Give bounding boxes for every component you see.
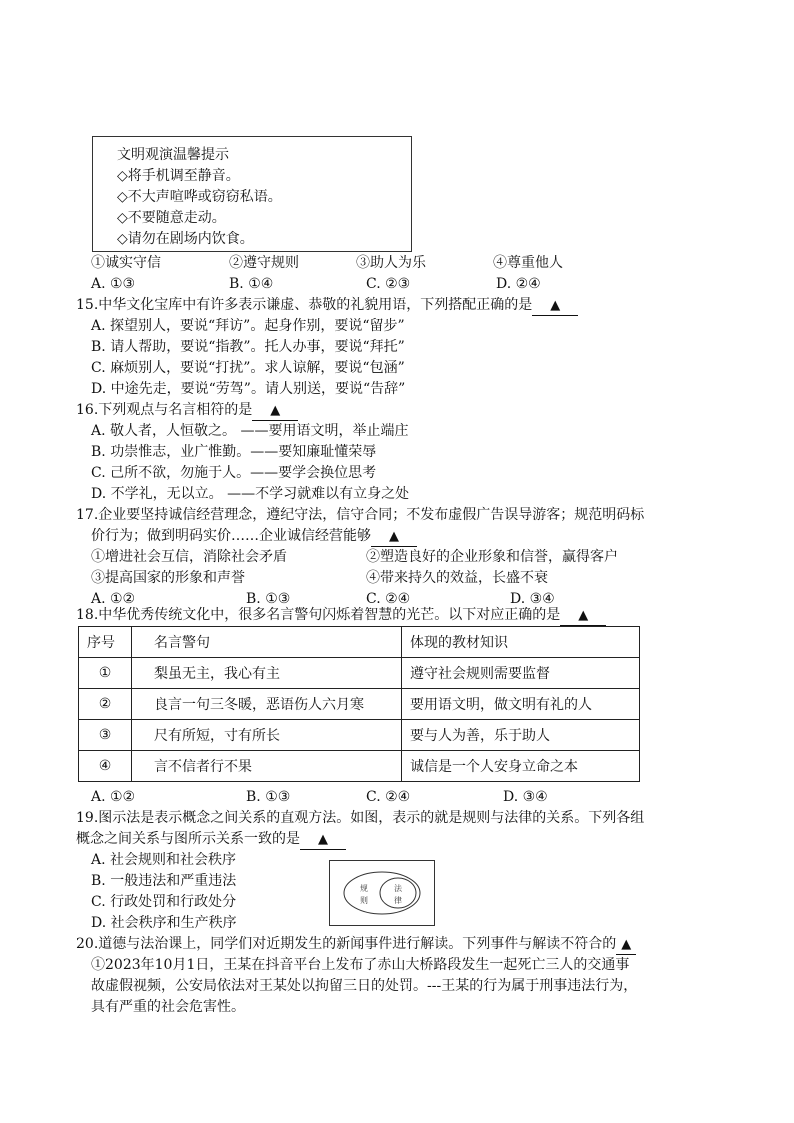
notice-item: ◇将手机调至静音。	[117, 168, 240, 184]
q15-option-d[interactable]: D. 中途先走，要说“劳驾”。请人别送，要说“告辞”	[91, 381, 406, 397]
table-cell-text: 梨虽无主，我心有主	[154, 666, 280, 682]
q17-statement: ①增进社会互信，消除社会矛盾	[91, 549, 287, 565]
triangle-icon: ▲	[270, 403, 281, 418]
q20-line: 故虚假视频，公安局依法对王某处以拘留三日的处罚。---王某的行为属于刑事违法行为，	[91, 978, 638, 994]
q17-option-b[interactable]: B. ①③	[246, 591, 291, 607]
q17-option-a[interactable]: A. ①②	[91, 591, 136, 607]
q18-table	[78, 626, 640, 782]
q16-option-a[interactable]: A. 敬人者，人恒敬之。 ——要用语文明，举止端庄	[91, 423, 409, 439]
table-cell: ③	[79, 720, 132, 751]
table-cell: ②	[79, 689, 132, 720]
table-header-text: 名言警句	[154, 635, 210, 651]
q14-statement: ④尊重他人	[493, 255, 563, 271]
answer-blank[interactable]	[371, 527, 417, 547]
q18-option-a[interactable]: A. ①②	[91, 789, 136, 805]
table-cell-text: 尺有所短，寸有所长	[154, 728, 280, 744]
q20-stem-text: 20.道德与法治课上，同学们对近期发生的新闻事件进行解读。下列事件与解读不符合的	[76, 936, 617, 952]
table-cell: ④	[79, 751, 132, 782]
q14-statement: ①诚实守信	[91, 255, 161, 271]
q17-option-c[interactable]: C. ②④	[366, 591, 411, 607]
venn-diagram	[329, 860, 435, 926]
notice-title: 文明观演温馨提示	[117, 147, 229, 163]
q15-stem-text: 15.中华文化宝库中有许多表示谦虚、恭敬的礼貌用语，下列搭配正确的是	[76, 297, 533, 313]
q18-stem	[76, 605, 606, 626]
q16-option-b[interactable]: B. 功崇惟志，业广惟勤。——要知廉耻懂荣辱	[91, 444, 377, 460]
q17-stem-line1: 17.企业要坚持诚信经营理念，遵纪守法，信守合同；不发布虚假广告误导游客；规范明码标	[76, 507, 645, 523]
q17-statement: ②塑造良好的企业形象和信誉，赢得客户	[366, 549, 618, 565]
q18-option-c[interactable]: C. ②④	[366, 789, 411, 805]
answer-blank[interactable]	[560, 606, 606, 626]
q19-option-d[interactable]: D. 社会秩序和生产秩序	[91, 915, 237, 931]
notice-box	[92, 136, 412, 252]
outer-ellipse	[344, 872, 420, 914]
triangle-icon: ▲	[550, 298, 561, 313]
answer-blank[interactable]	[616, 935, 636, 955]
triangle-icon: ▲	[621, 937, 632, 952]
q14-option-a[interactable]: A. ①③	[91, 276, 136, 292]
table-cell	[132, 658, 402, 689]
q20-line: 具有严重的社会危害性。	[91, 999, 245, 1015]
q15-option-b[interactable]: B. 请人帮助，要说“指教”。托人办事，要说“拜托”	[91, 339, 405, 355]
q17-statement: ③提高国家的形象和声誉	[91, 570, 245, 586]
table-header-cell	[132, 627, 402, 658]
table-row	[79, 658, 640, 689]
q18-option-d[interactable]: D. ③④	[503, 789, 548, 805]
table-cell-text: 良言一句三冬暖，恶语伤人六月寒	[154, 697, 364, 713]
outer-label: 则	[360, 896, 368, 905]
table-cell: 遵守社会规则需要监督	[402, 658, 640, 689]
q19-option-b[interactable]: B. 一般违法和严重违法	[91, 873, 237, 889]
notice-item: ◇不大声喧哗或窃窃私语。	[117, 189, 282, 205]
table-row	[79, 689, 640, 720]
q17-statement: ④带来持久的效益，长盛不衰	[366, 570, 548, 586]
notice-item: ◇请勿在剧场内饮食。	[117, 231, 254, 247]
q14-option-d[interactable]: D. ②④	[496, 276, 541, 292]
inner-label: 律	[394, 896, 402, 905]
triangle-icon: ▲	[389, 529, 399, 544]
notice-item: ◇不要随意走动。	[117, 210, 226, 226]
table-cell	[132, 689, 402, 720]
answer-blank[interactable]	[532, 296, 578, 316]
q19-stem-line2	[76, 829, 346, 850]
table-cell: 诚信是一个人安身立命之本	[402, 751, 640, 782]
q19-option-c[interactable]: C. 行政处罚和行政处分	[91, 894, 237, 910]
triangle-icon: ▲	[318, 832, 328, 847]
q19-stem-line1: 19.图示法是表示概念之间关系的直观方法。如图，表示的就是规则与法律的关系。下列各组	[76, 810, 645, 826]
answer-blank[interactable]	[300, 830, 346, 850]
table-row	[79, 751, 640, 782]
q16-stem-text: 16.下列观点与名言相符的是	[76, 402, 253, 418]
q14-statement: ③助人为乐	[356, 255, 426, 271]
inner-label: 法	[394, 884, 402, 893]
table-header-row	[79, 627, 640, 658]
q18-stem-text: 18.中华优秀传统文化中，很多名言警句闪烁着智慧的光芒。以下对应正确的是	[76, 607, 561, 623]
q16-option-d[interactable]: D. 不学礼，无以立。 ——不学习就难以有立身之处	[91, 486, 410, 502]
q15-option-c[interactable]: C. 麻烦别人，要说“打扰”。求人谅解，要说“包涵”	[91, 360, 405, 376]
q15-stem	[76, 295, 578, 316]
q17-stem-text: 价行为；做到明码实价……企业诚信经营能够	[91, 528, 371, 544]
table-cell	[132, 720, 402, 751]
q18-option-b[interactable]: B. ①③	[246, 789, 291, 805]
answer-blank[interactable]	[252, 401, 298, 421]
q16-stem	[76, 400, 298, 421]
q14-statement: ②遵守规则	[229, 255, 299, 271]
q19-stem-text: 概念之间关系与图所示关系一致的是	[76, 831, 300, 847]
triangle-icon: ▲	[578, 608, 589, 623]
q17-stem-line2	[91, 526, 417, 547]
table-cell: 要与人为善，乐于助人	[402, 720, 640, 751]
outer-label: 规	[360, 884, 368, 893]
venn-svg	[330, 861, 434, 925]
q16-option-c[interactable]: C. 己所不欲，勿施于人。——要学会换位思考	[91, 465, 377, 481]
q14-option-b[interactable]: B. ①④	[229, 276, 274, 292]
q17-option-d[interactable]: D. ③④	[510, 591, 555, 607]
q14-option-c[interactable]: C. ②③	[366, 276, 411, 292]
table-row	[79, 720, 640, 751]
q20-stem	[76, 934, 636, 955]
table-header-cell: 体现的教材知识	[402, 627, 640, 658]
table-cell: ①	[79, 658, 132, 689]
table-header-cell: 序号	[79, 627, 132, 658]
table-cell-text: 言不信者行不果	[154, 759, 252, 775]
table-cell: 要用语文明，做文明有礼的人	[402, 689, 640, 720]
table-cell	[132, 751, 402, 782]
q15-option-a[interactable]: A. 探望别人，要说“拜访”。起身作别，要说“留步”	[91, 318, 405, 334]
q20-line: ①2023年10月1日，王某在抖音平台上发布了赤山大桥路段发生一起死亡三人的交通事	[91, 957, 630, 973]
q19-option-a[interactable]: A. 社会规则和社会秩序	[91, 852, 237, 868]
